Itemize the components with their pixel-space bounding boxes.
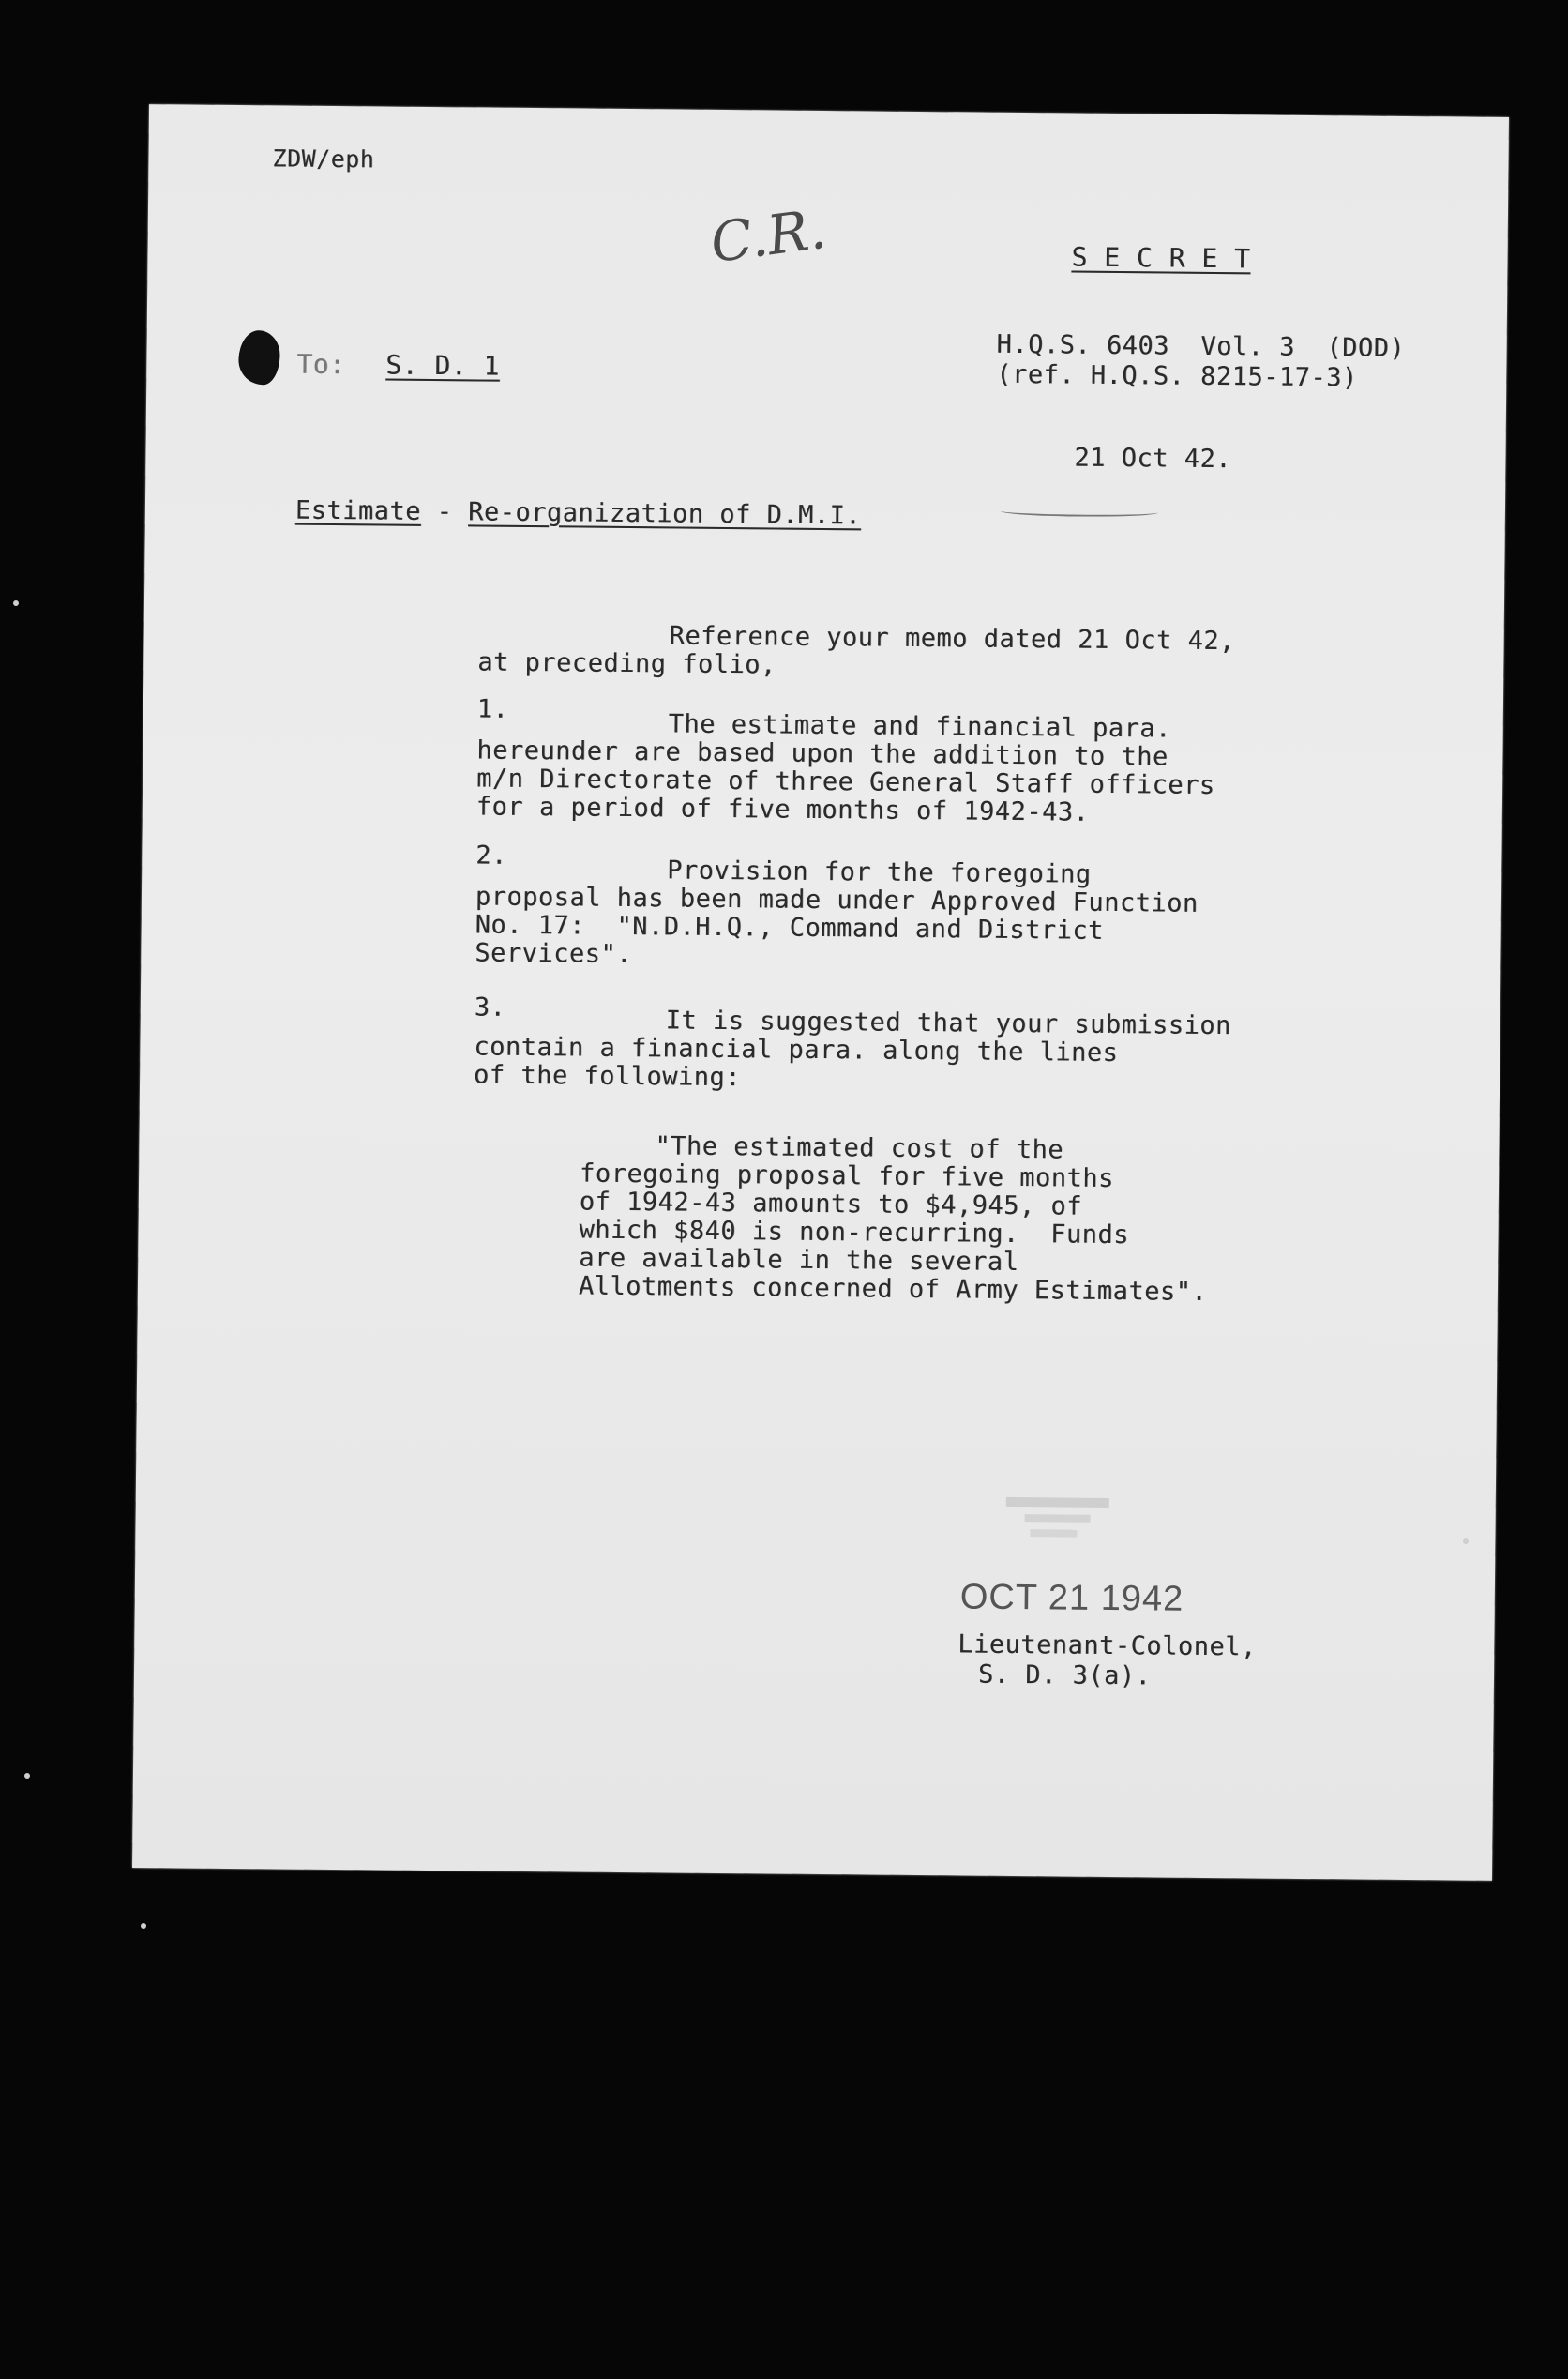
reference-underline [1001, 507, 1158, 518]
signature-unit: S. D. 3(a). [977, 1659, 1152, 1691]
quote-line-2: foregoing proposal for five months [579, 1159, 1114, 1194]
ink-blot [238, 330, 280, 385]
quote-line-5: are available in the several [579, 1243, 1019, 1278]
subject-separator: - [420, 496, 469, 527]
document-page [132, 104, 1509, 1881]
faded-receipt-stamp [949, 1491, 1156, 1568]
dust-speck [24, 1773, 30, 1779]
para-3-number: 3. [474, 993, 506, 1023]
para-3-line-1: It is suggested that your submission [665, 1006, 1232, 1041]
recipient-label: To: [296, 348, 346, 381]
quote-line-1: "The estimated cost of the [655, 1131, 1064, 1165]
subject-line [294, 495, 862, 531]
faded-stamp-graphic [949, 1491, 1156, 1568]
recipient: S. D. 1 [385, 349, 501, 382]
para-1-line-3: m/n Directorate of three General Staff officers [476, 764, 1215, 801]
para-2-number: 2. [475, 841, 508, 871]
para-1-line-4: for a period of five months of 1942-43. [475, 792, 1090, 827]
para-2-line-1: Provision for the foregoing [667, 856, 1092, 889]
file-reference-line-1: H.Q.S. 6403 Vol. 3 (DOD) [996, 329, 1406, 363]
para-1-line-1: The estimate and financial para. [668, 709, 1172, 744]
para-2-line-4: Services". [475, 938, 633, 970]
quote-line-3: of 1942-43 amounts to $4,945, of [579, 1187, 1083, 1221]
subject-part-2: Re-organization of D.M.I. [468, 497, 862, 531]
document-date: 21 Oct 42. [1074, 443, 1232, 475]
para-3-line-2: contain a financial para. along the lines [474, 1032, 1119, 1068]
quote-line-4: which $840 is non-recurring. Funds [579, 1215, 1130, 1250]
dust-speck [141, 1923, 146, 1929]
dust-speck [1463, 1538, 1469, 1544]
dust-speck [13, 600, 19, 606]
quote-line-6: Allotments concerned of Army Estimates". [578, 1271, 1208, 1307]
subject-part-1: Estimate [294, 495, 422, 526]
para-1-number: 1. [476, 694, 509, 724]
file-reference-line-2: (ref. H.Q.S. 8215-17-3) [996, 359, 1358, 393]
para-3-line-3: of the following: [473, 1060, 742, 1093]
received-date-stamp: OCT 21 1942 [959, 1577, 1184, 1619]
para-1-line-2: hereunder are based upon the addition to the [476, 735, 1168, 772]
file-reference: ZDW/eph [272, 144, 375, 174]
para-2-line-2: proposal has been made under Approved Function [475, 882, 1199, 918]
intro-line-2: at preceding folio, [477, 647, 776, 680]
signature-title: Lieutenant-Colonel, [957, 1629, 1257, 1662]
intro-line-1: Reference your memo dated 21 Oct 42, [669, 621, 1235, 657]
para-2-line-3: No. 17: "N.D.H.Q., Command and District [475, 910, 1105, 946]
handwritten-initials: C.R. [706, 196, 830, 276]
classification-marking: S E C R E T [1071, 241, 1251, 275]
